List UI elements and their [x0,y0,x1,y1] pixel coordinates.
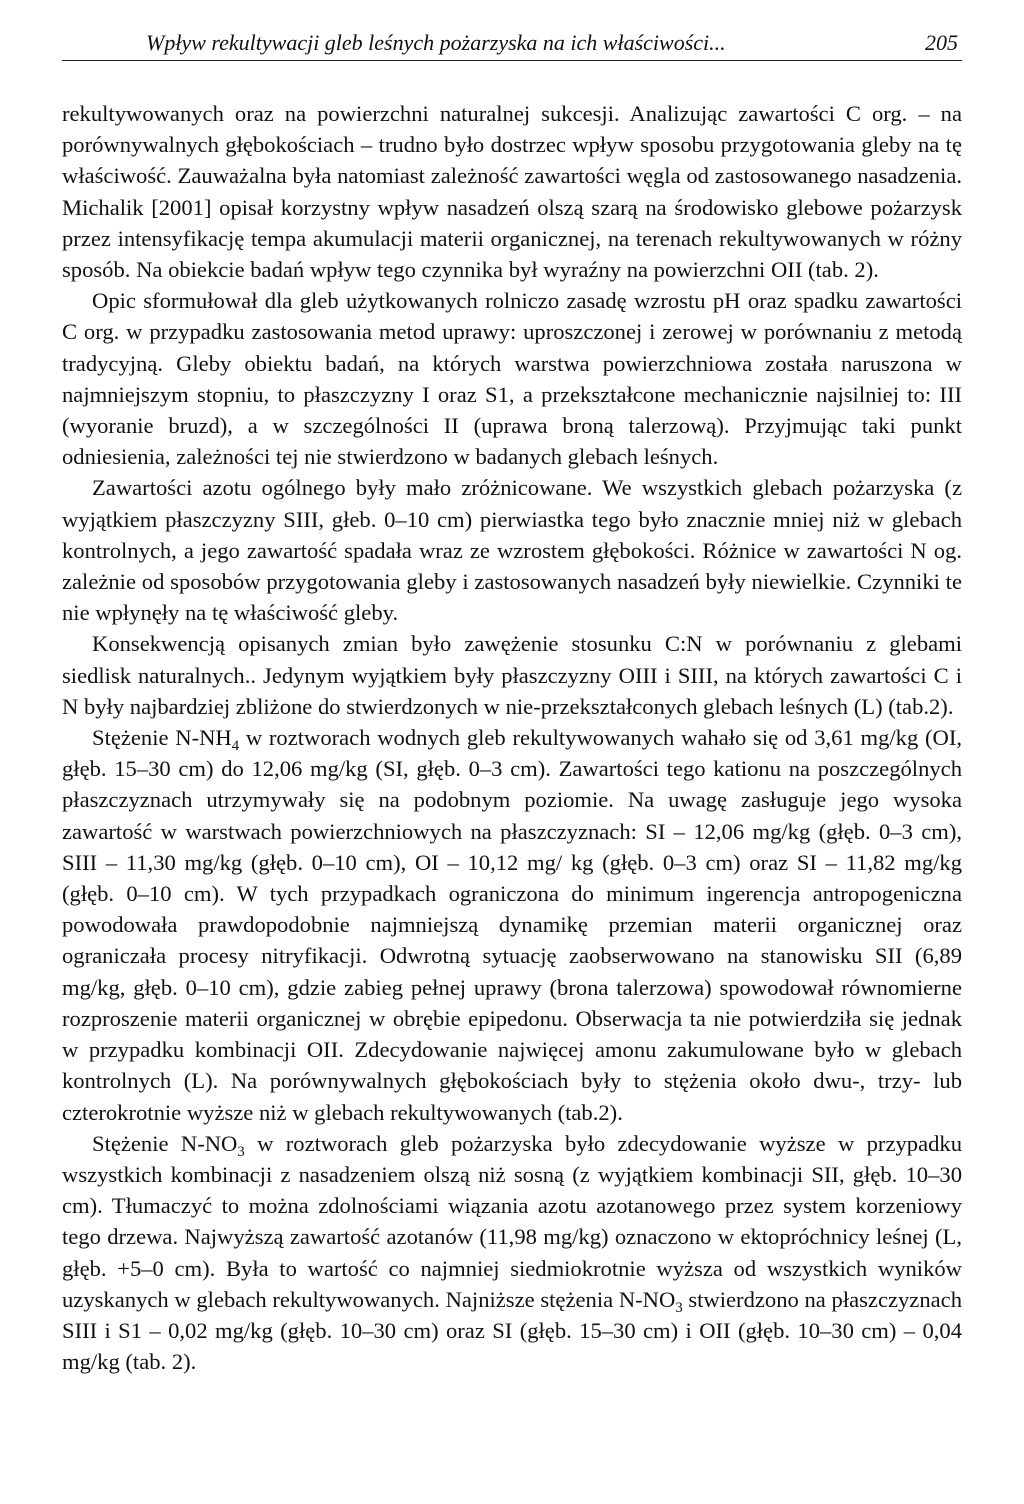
body-text [62,98,962,1377]
paragraph-text: Opic sformułował dla gleb użytkowanych rolniczo zasadę wzrostu pH oraz spadku zawartości C org. w przypadku zastosowania metod uprawy: uproszczonej i zerowej w porównaniu z metodą tradycyjną. Gleby obiektu badań, na których warstwa powierzchniowa została naruszona w najmniejszym stopniu, to płaszczyzny I oraz S1, a przekształcone mechanicznie najsilniej to: III (wyoranie bruzd), a w szczególności II (uprawa broną talerzową). Przyjmując taki punkt odniesienia, zależności tej nie stwierdzono w badanych glebach leśnych. [62,288,962,470]
paragraph-text: w roztworach gleb pożarzyska było zdecydowanie wyższe w przypadku wszystkich kombinacji z nasadzeniem olszą niż sosną (z wyjątkiem kombinacji SII, głęb. 10–30 cm). Tłumaczyć to można zdolnościami wiązania azotu azotanowego przez system korzeniowy tego drzewa. Najwyższą zawartość azotanów (11,98 mg/kg) oznaczono w ektopróchnicy leśnej (L, głęb. +5–0 cm). Była to wartość co najmniej siedmiokrotnie wyższa od wszystkich wyników uzyskanych w glebach rekultywowanych. [62,1130,962,1312]
paragraph-prefix: Stężenie N-NH [92,725,232,751]
paragraph-2 [62,285,962,472]
subscript: 3 [675,1299,683,1316]
running-title: Wpływ rekultywacji gleb leśnych pożarzyska na ich właściwości... [146,30,726,55]
paragraph-text: Zawartości azotu ogólnego były mało zróżnicowane. We wszystkich glebach pożarzyska (z wyjątkiem płaszczyzny SIII, głeb. 0–10 cm) pierwiastka tego było znacznie mniej niż w glebach kontrolnych, a jego zawartość spadała wraz ze wzrostem głębokości. Różnice w zawartości N og. zależnie od sposobów przygotowania gleby i zastosowanych nasadzeń były niewielkie. Czynniki te nie wpłynęły na tę właściwość gleby. [62,475,962,626]
paragraph-text: w roztworach wodnych gleb rekultywowanych wahało się od 3,61 mg/kg (OI, głęb. 15–30 cm) do 12,06 mg/kg (SI, głęb. 0–3 cm). Zawartości tego kationu na poszczególnych płaszczyznach utrzymywały się na podobnym poziomie. Na uwagę zasługuje jego wysoka zawartość w warstwach powierzchniowych na płaszczyznach: SI – 12,06 mg/kg (głęb. 0–3 cm), SIII – 11,30 mg/kg (głęb. 0–10 cm), OI – 10,12 mg/ kg (głęb. 0–3 cm) oraz SI – 11,82 mg/kg (głęb. 0–10 cm). W tych przypadkach ograniczona do minimum ingerencja antropogeniczna powodowała prawdopodobnie najmniejszą dynamikę przemian materii organicznej oraz ograniczała procesy nitryfikacji. Odwrotną sytuację zaobserwowano na stanowisku SII (6,89 mg/kg, głęb. 0–10 cm), gdzie zabieg pełnej uprawy (brona talerzowa) spowodował równomierne rozproszenie materii organicznej w obrębie epipedonu. Obserwacja ta nie potwierdziła się jednak w przypadku kombinacji OII. Zdecydowanie najwięcej amonu zakumulowane było w glebach kontrolnych (L). Na porównywalnych głębokościach były to stężenia około dwu-, trzy- lub czterokrotnie wyższe niż w glebach rekultywowanych (tab.2). [62,725,962,1125]
paragraph-1 [62,98,962,285]
subscript: 3 [237,1143,245,1160]
paragraph-tail-prefix: Najniższe stężenia N-NO [439,1286,676,1312]
paragraph-4 [62,628,962,722]
paragraph-5 [62,722,962,1128]
paragraph-text: rekultywowanych oraz na powierzchni naturalnej sukcesji. Analizując zawartości C org. – na porównywalnych głębokościach – trudno było dostrzec wpływ sposobu przygotowania gleby na tę właściwość. Zauważalna była natomiast zależność zawartości węgla od zastosowanego nasadzenia. Michalik [2001] opisał korzystny wpływ nasadzeń olszą szarą na środowisko glebowe pożarzysk przez intensyfikację tempa akumulacji materii organicznej, na terenach rekultywowanych w różny sposób. Na obiekcie badań wpływ tego czynnika był wyraźny na powierzchni OII (tab. 2). [62,101,962,283]
paragraph-text: Konsekwencją opisanych zmian było zawężenie stosunku C:N w porównaniu z glebami siedlisk naturalnych.. Jedynym wyjątkiem były płaszczyzny OIII i SIII, na których zawartości C i N były najbardziej zbliżone do stwierdzonych w nie-przekształconych glebach leśnych (L) (tab.2). [62,631,962,719]
running-header [62,30,962,61]
page-number: 205 [925,30,958,55]
paragraph-tail-text: stwierdzono na płaszczyznach SIII i S1 – 0,02 mg/kg (głęb. 10–30 cm) oraz SI (głęb. 15–30 cm) i OII (głęb. 10–30 cm) – 0,04 mg/kg (tab. 2). [62,1286,962,1375]
paragraph-prefix: Stężenie N-NO [92,1130,238,1156]
paragraph-6 [62,1128,962,1378]
paragraph-3 [62,472,962,628]
subscript: 4 [231,738,240,755]
